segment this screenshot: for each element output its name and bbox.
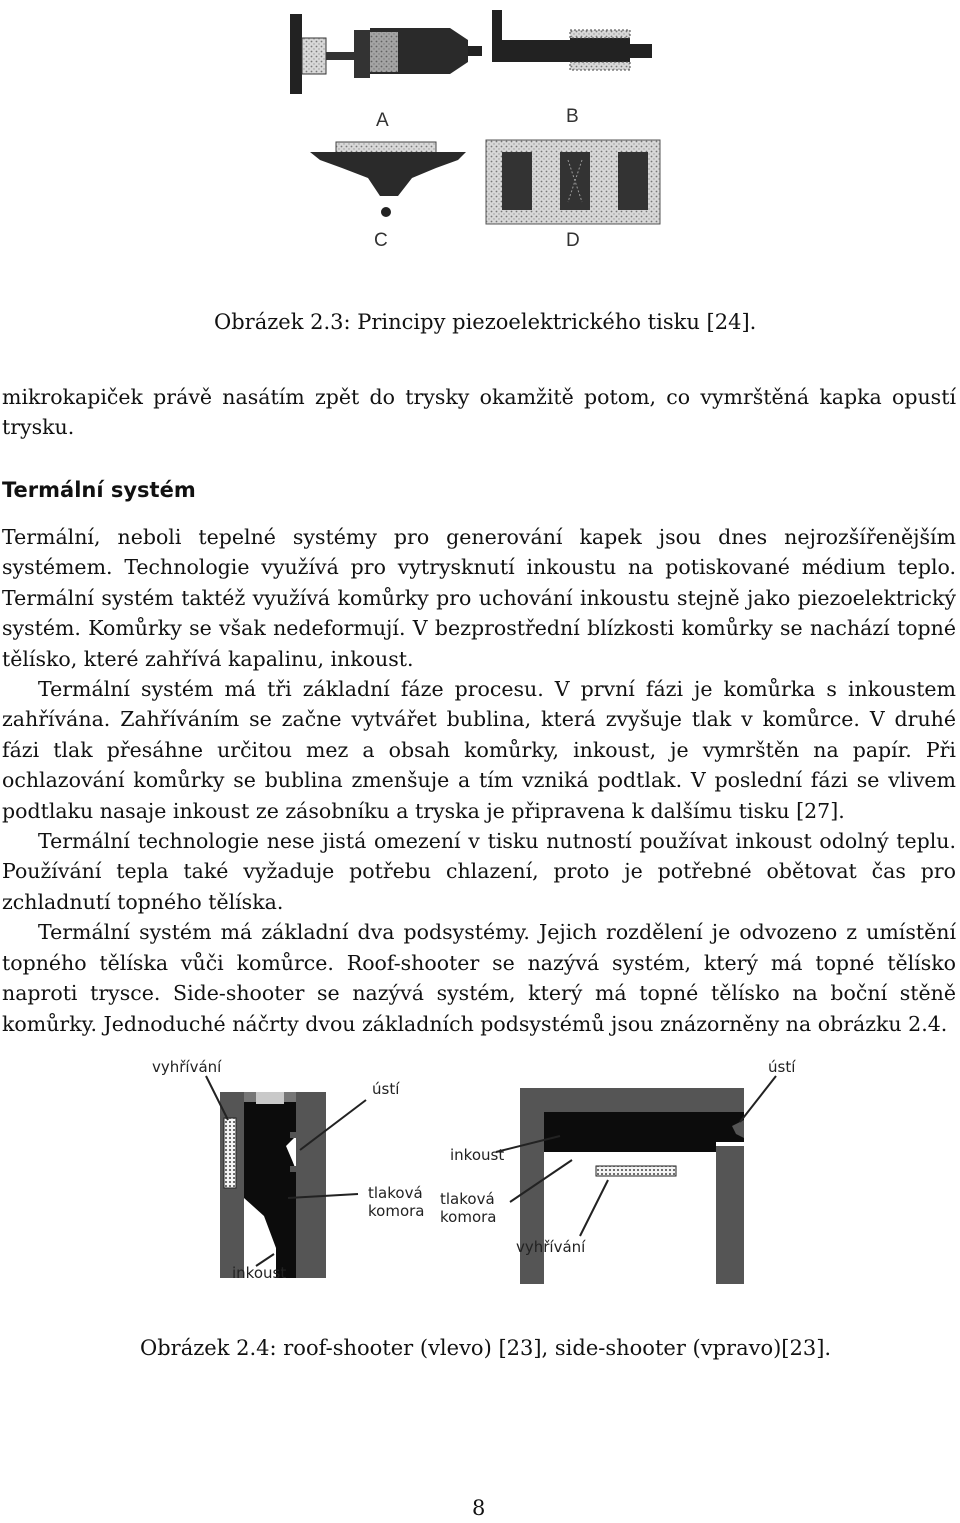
piezo-panel-a-plunger bbox=[290, 14, 482, 94]
piezo-label-c: C bbox=[374, 230, 388, 251]
side-label-nozzle: ústí bbox=[768, 1058, 796, 1076]
roof-label-chamber-1: tlaková bbox=[368, 1184, 423, 1202]
figure-piezo-illustration bbox=[280, 0, 680, 260]
roof-label-chamber-2: komora bbox=[368, 1202, 425, 1220]
paragraph-limitations: Termální technologie nese jistá omezení v tisku nutností používat inkoust odolný teplu. Používání tepla také vyžaduje potřebu chlazení, proto je potřebné obětovat čas pro zchladnutí topného tělíska. bbox=[2, 829, 956, 914]
body-text-main bbox=[2, 522, 956, 1039]
figure-caption-2-3: Obrázek 2.3: Principy piezoelektrického tisku [24]. bbox=[214, 310, 757, 334]
section-heading: Termální systém bbox=[2, 478, 196, 502]
piezo-panel-c-bowl bbox=[310, 142, 466, 217]
body-text-top bbox=[2, 382, 956, 443]
figure-thermal-illustration bbox=[140, 1048, 840, 1288]
side-label-heating: vyhřívání bbox=[516, 1238, 586, 1256]
piezo-panel-d-chambers bbox=[486, 140, 660, 224]
side-label-chamber-2: komora bbox=[440, 1208, 497, 1226]
piezo-label-a: A bbox=[376, 110, 389, 131]
figure-caption-2-4: Obrázek 2.4: roof-shooter (vlevo) [23], side-shooter (vpravo)[23]. bbox=[140, 1336, 832, 1360]
piezo-panel-b-tube bbox=[492, 10, 652, 70]
paragraph-continuation: mikrokapiček právě nasátím zpět do trysky okamžitě potom, co vymrštěná kapka opustí trysku. bbox=[2, 385, 956, 440]
roof-label-nozzle: ústí bbox=[372, 1080, 400, 1098]
roof-shooter-diagram bbox=[206, 1076, 366, 1278]
paragraph-subsystems: Termální systém má základní dva podsystémy. Jejich rozdělení je odvozeno z umístění topného tělíska vůči komůrce. Roof-shooter se nazývá systém, který má topné tělísko naproti trysce. Side-shooter se nazývá systém, který má topné tělísko na boční stěně komůrky. Jednoduché náčrty dvou základních podsystémů jsou znázorněny na obrázku 2.4. bbox=[2, 920, 956, 1036]
side-label-chamber-1: tlaková bbox=[440, 1190, 495, 1208]
roof-label-ink: inkoust bbox=[232, 1264, 287, 1282]
paragraph-intro: Termální, neboli tepelné systémy pro generování kapek jsou dnes nejrozšířenějším systémem. Technologie využívá pro vytrysknutí inkoustu na potiskované médium teplo. Termální systém taktéž využívá komůrky pro uchování inkoustu stejně jako piezoelektrický systém. Komůrky se však nedeformují. V bezprostřední blízkosti komůrky se nachází topné tělísko, které zahřívá kapalinu, inkoust. bbox=[2, 525, 956, 671]
piezo-label-d: D bbox=[566, 230, 580, 251]
side-label-ink: inkoust bbox=[450, 1146, 505, 1164]
paragraph-phases: Termální systém má tři základní fáze procesu. V první fázi je komůrka s inkoustem zahřívána. Zahříváním se začne vytvářet bublina, která zvyšuje tlak v komůrce. V druhé fázi tlak přesáhne určitou mez a obsah komůrky, inkoust, je vymrštěn na papír. Při ochlazování komůrky se bublina zmenšuje a tím vzniká podtlak. V poslední fázi se vlivem podtlaku nasaje inkoust ze zásobníku a tryska je připravena k dalšímu tisku [27]. bbox=[2, 677, 956, 823]
page-number: 8 bbox=[472, 1496, 486, 1520]
piezo-label-b: B bbox=[566, 106, 579, 127]
roof-label-heating: vyhřívání bbox=[152, 1058, 222, 1076]
